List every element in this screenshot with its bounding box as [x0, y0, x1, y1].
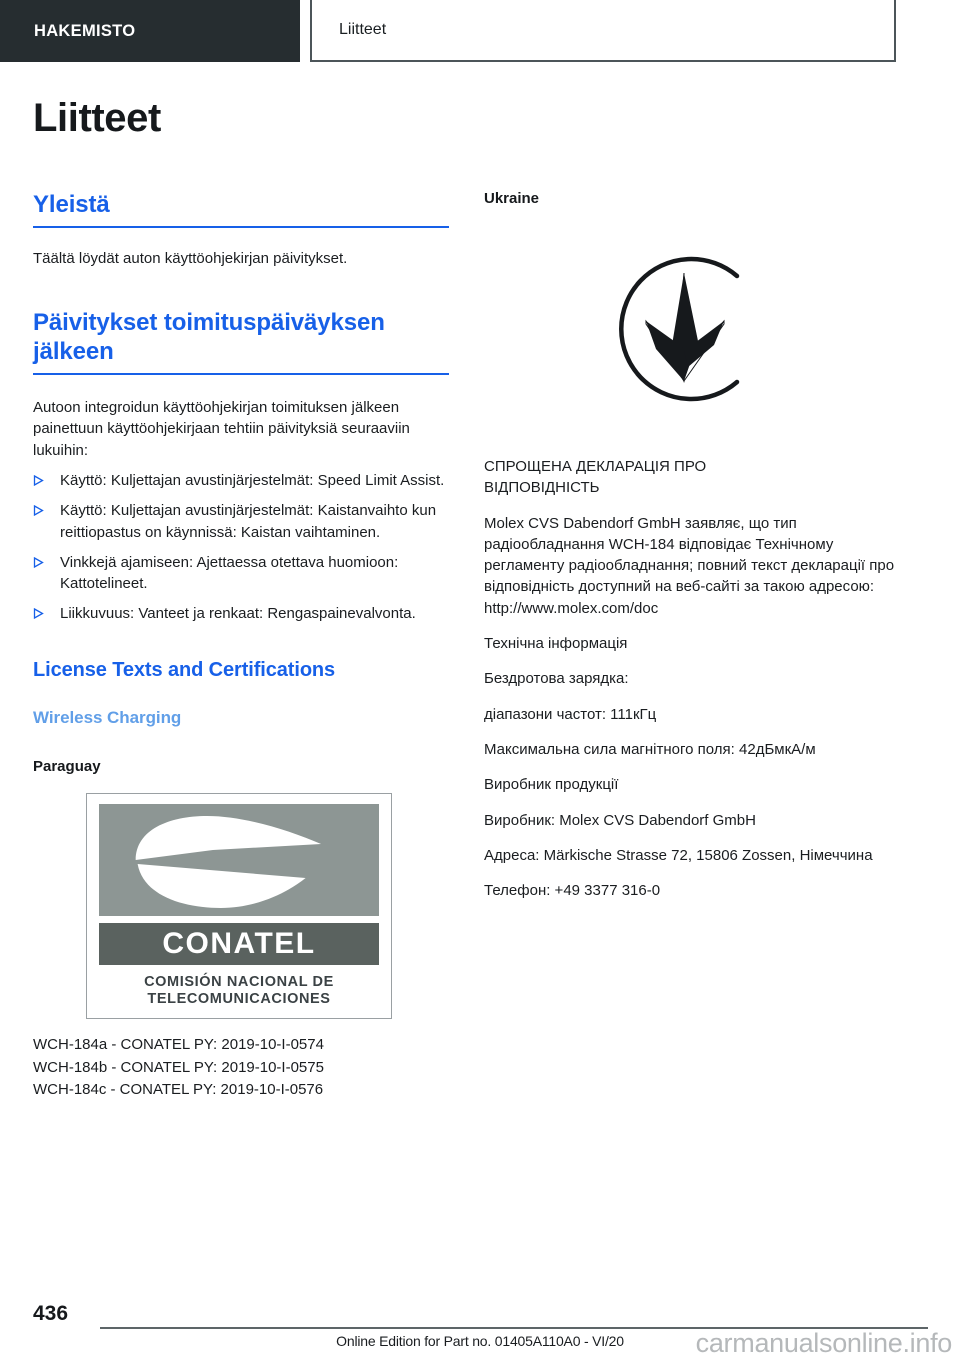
manufacturer-address: Адреса: Märkische Strasse 72, 15806 Zossen, Німеччина: [484, 846, 873, 864]
triangle-right-icon: [33, 470, 60, 486]
conatel-emblem-icon: [99, 804, 379, 916]
ukrsepro-conformity-mark-icon: [584, 229, 900, 434]
page-footer: [0, 1288, 960, 1362]
heading-paivitykset: Päivitykset toimituspäiväyksen jälkeen: [33, 308, 449, 376]
declaration-title-line2: ВІДПОВІДНІСТЬ: [484, 479, 600, 497]
list-item: [33, 470, 449, 491]
triangle-right-icon: [33, 500, 60, 516]
heading-ukraine: Ukraine: [484, 190, 540, 207]
cert-number-a: WCH-184a - CONATEL PY: 2019-10-I-0574: [33, 1035, 324, 1053]
tab-index[interactable]: [0, 0, 300, 62]
max-magnetic-field: Максимальна сила магнітного поля: 42дБмкА/м: [484, 740, 816, 758]
conatel-subtitle-line2: TELECOMUNICACIONES: [147, 991, 331, 1008]
tab-current-chapter[interactable]: [310, 0, 896, 62]
manufacturer-phone: Телефон: +49 3377 316-0: [484, 882, 661, 900]
manufacturer-name: Виробник: Molex CVS Dabendorf GmbH: [484, 811, 756, 829]
heading-license-texts: License Texts and Certifications: [33, 658, 336, 681]
update-bullet-list: [33, 470, 449, 625]
page-title: Liitteet: [33, 96, 161, 140]
declaration-title-line1: СПРОЩЕНА ДЕКЛАРАЦІЯ ПРО: [484, 458, 707, 475]
tab-current-label: Liitteet: [339, 21, 387, 38]
cert-number-c: WCH-184c - CONATEL PY: 2019-10-I-0576: [33, 1081, 324, 1099]
triangle-right-icon: [33, 552, 60, 568]
list-item-label: Liikkuvuus: Vanteet ja renkaat: Rengaspainevalvonta.: [60, 605, 416, 623]
frequency-range: діапазони частот: 111кГц: [484, 705, 657, 723]
triangle-right-icon: [33, 603, 60, 619]
wireless-charging-label: Бездротова зарядка:: [484, 670, 629, 688]
list-item-label: Vinkkejä ajamiseen: Ajettaessa otettava huomioon: Kattotelineet.: [60, 553, 399, 593]
manufacturer-heading: Виробник продукції: [484, 776, 619, 794]
watermark: carmanualsonline.info: [695, 1328, 952, 1358]
list-item-label: Käyttö: Kuljettajan avustinjärjestelmät: Speed Limit Assist.: [60, 471, 445, 489]
footer-edition-note: Online Edition for Part no. 01405A110A0 - VI/20: [336, 1333, 624, 1349]
conatel-subtitle: [95, 974, 383, 1009]
heading-wireless-charging: Wireless Charging: [33, 707, 182, 727]
list-item: [33, 552, 449, 595]
conatel-logo: [86, 793, 392, 1019]
cert-number-b: WCH-184b - CONATEL PY: 2019-10-I-0575: [33, 1058, 324, 1076]
paragraph-yleista: Täältä löydät auton käyttöohjekirjan päivitykset.: [33, 250, 348, 268]
declaration-paragraph: Molex CVS Dabendorf GmbH заявляє, що тип радіообладнання WCH-184 відповідає Технічному регламенту радіообладнання; повний текст декларації про відповідність доступний на веб-сайті за такою адресою: http://www.molex.com/doc: [484, 514, 895, 617]
page-number: 436: [33, 1302, 69, 1325]
paragraph-paivitykset-intro: Autoon integroidun käyttöohjekirjan toimituksen jälkeen painettuun käyttöohjekirjaan tehtiin päivityksiä seuraaviin lukuihin:: [33, 399, 410, 459]
tab-index-label: HAKEMISTO: [34, 21, 136, 40]
conatel-subtitle-line1: COMISIÓN NACIONAL DE: [144, 973, 334, 990]
list-item: [33, 500, 449, 543]
tech-info-heading: Технічна інформація: [484, 635, 628, 653]
right-column: [484, 190, 900, 901]
conatel-wordmark: CONATEL: [99, 923, 379, 965]
list-item-label: Käyttö: Kuljettajan avustinjärjestelmät: Kaistanvaihto kun reittiopastus on käynnissä: Kaistan vaihtaminen.: [60, 502, 437, 541]
heading-paraguay: Paraguay: [33, 757, 101, 775]
page-header: [0, 0, 960, 62]
heading-yleista: Yleistä: [33, 190, 449, 228]
declaration-title: [484, 456, 900, 499]
list-item: [33, 603, 449, 624]
left-column: [33, 190, 449, 1102]
